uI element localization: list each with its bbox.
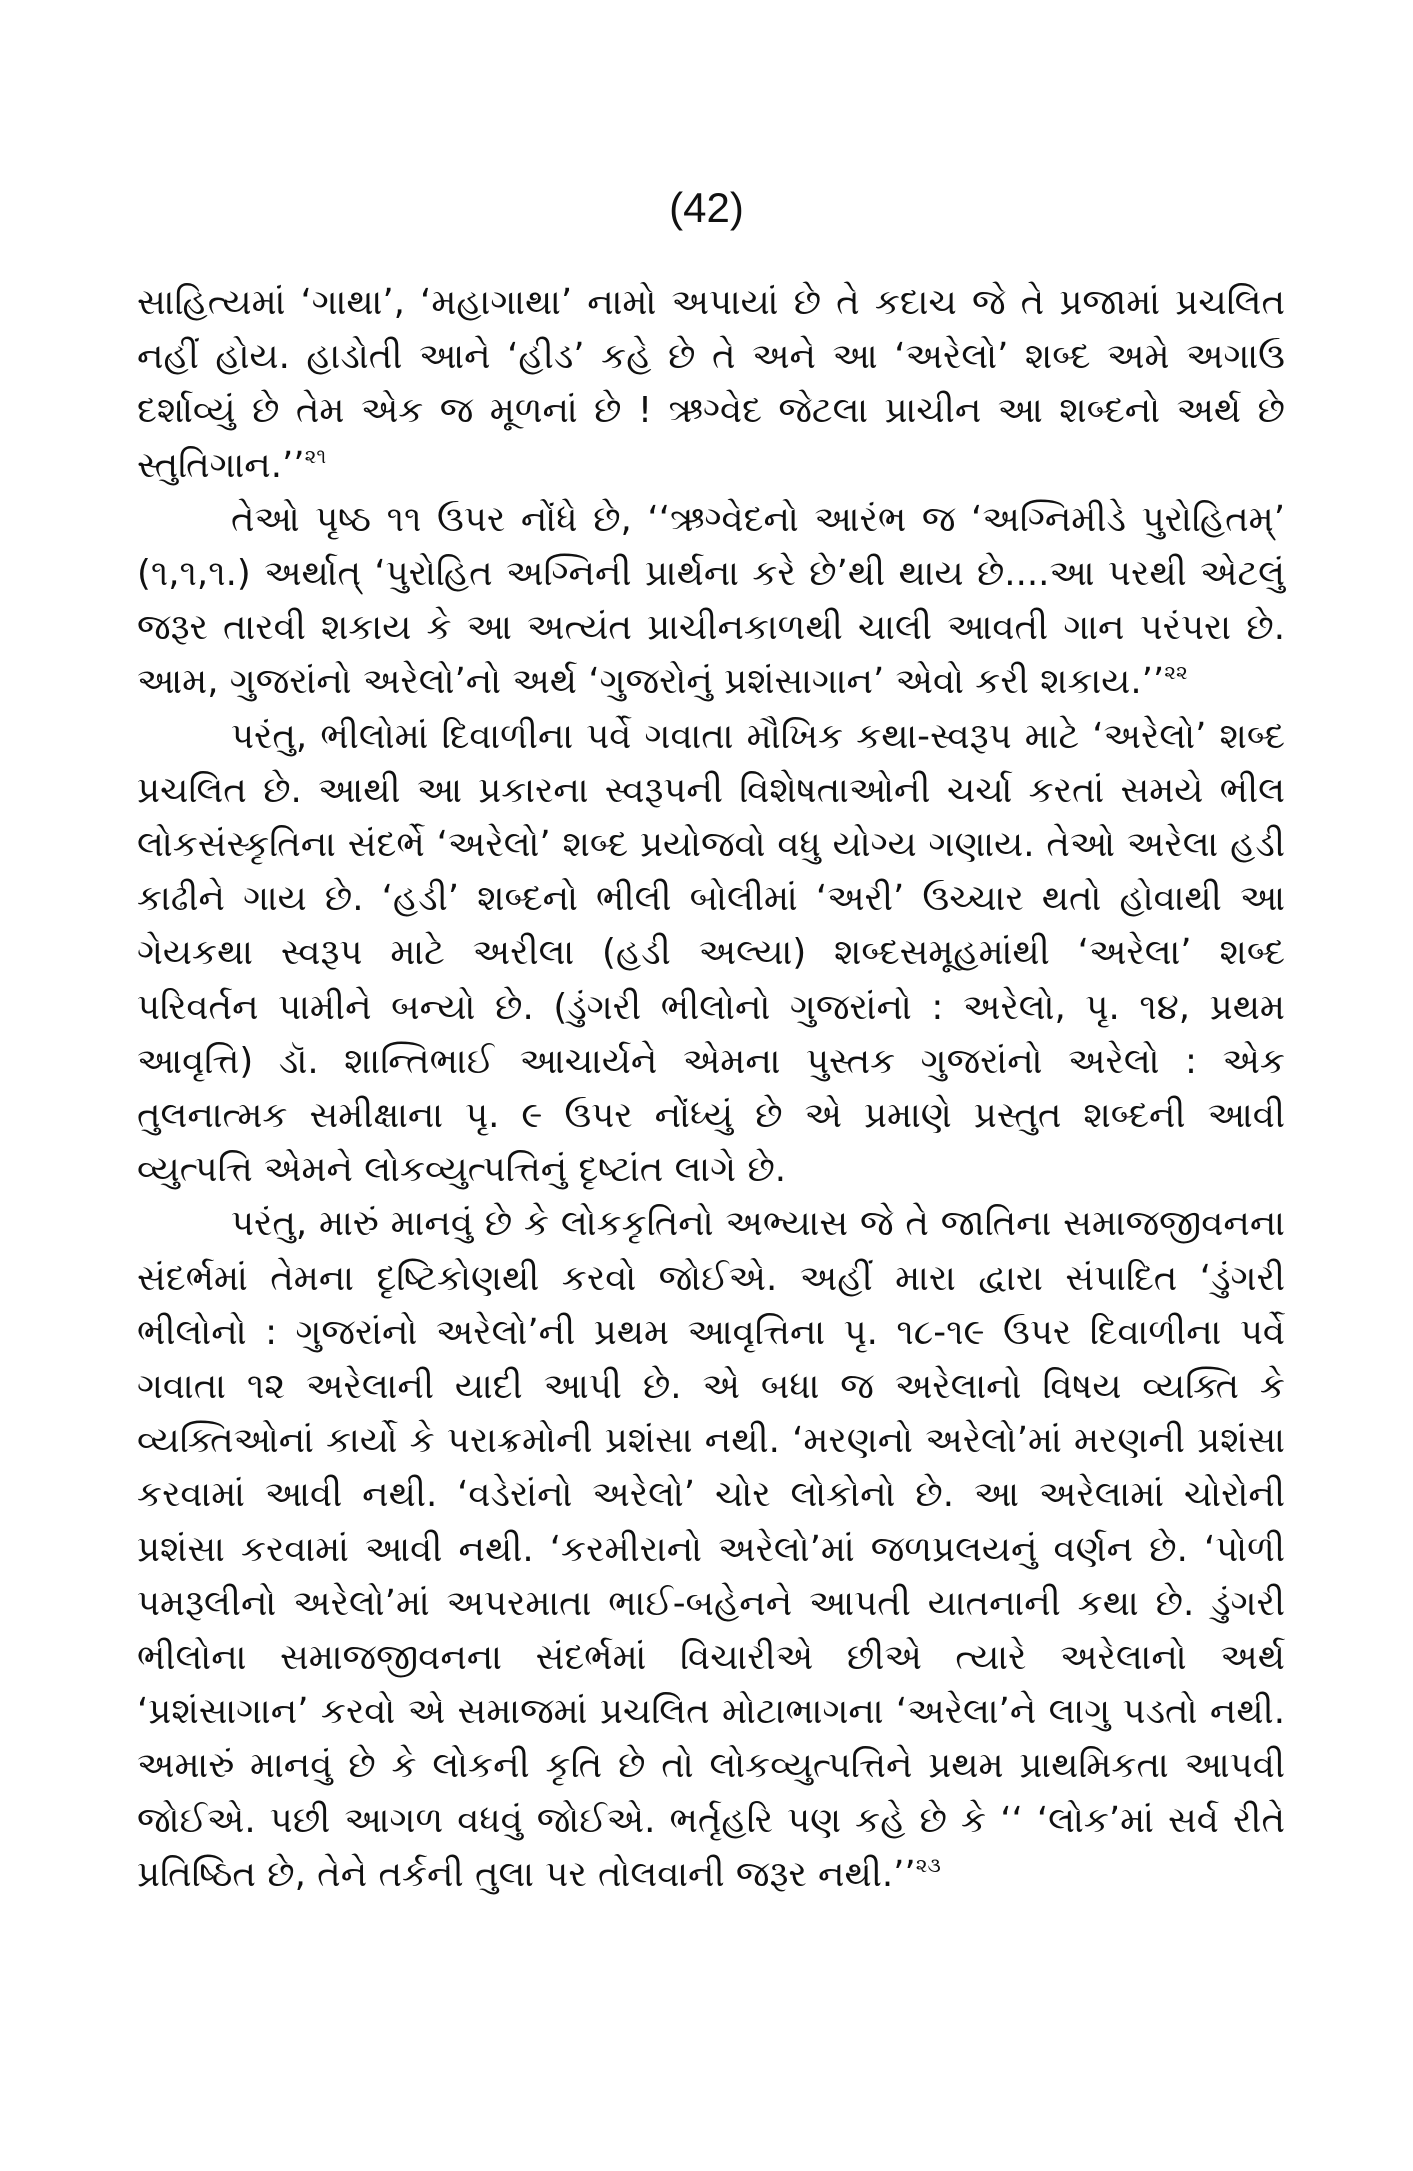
paragraph-3-text: પરંતુ, ભીલોમાં દિવાળીના પર્વે ગવાતા મૌખિક કથા-સ્વરૂપ માટે ‘અરેલો’ શબ્દ પ્રચલિત છે. આથી આ પ્રકારના સ્વરૂપની વિશેષતાઓની ચર્ચા કરતાં સમયે ભીલ લોકસંસ્કૃતિના સંદર્ભે ‘અરેલો’ શબ્દ પ્રયોજવો વધુ યોગ્ય ગણાય. તેઓ અરેલા હડી કાઢીને ગાય છે. ‘હડી’ શબ્દનો ભીલી બોલીમાં ‘અરી’ ઉચ્ચાર થતો હોવાથી આ ગેયકથા સ્વરૂપ માટે અરીલા (હડી અલ્યા) શબ્દસમૂહમાંથી ‘અરેલા’ શબ્દ પરિવર્તન પામીને બન્યો છે. (ડુંગરી ભીલોનો ગુજરાંનો : અરેલો, પૃ. ૧૪, પ્રથમ આવૃત્તિ) ડૉ. શાન્તિભાઈ આચાર્યને એમના પુસ્તક ગુજરાંનો અરેલો : એક તુલનાત્મક સમીક્ષાના પૃ. ૯ ઉપર નોંધ્યું છે એ પ્રમાણે પ્રસ્તુત શબ્દની આવી વ્યુત્પત્તિ એમને લોકવ્યુત્પત્તિનું દૃષ્ટાંત લાગે છે. xyxy=(137,715,1285,1191)
paragraph-2 xyxy=(137,493,1285,710)
paragraph-3 xyxy=(137,710,1285,1198)
paragraph-4 xyxy=(137,1197,1285,1902)
footnote-marker-23: ૨૩ xyxy=(915,1852,941,1877)
page-number: (42) xyxy=(669,184,744,231)
paragraph-1-text: સાહિત્યમાં ‘ગાથા’, ‘મહાગાથા’ નામો અપાયાં છે તે કદાચ જે તે પ્રજામાં પ્રચલિત નહીં હોય. હાડોતી આને ‘હીડ’ કહે છે તે અને આ ‘અરેલો’ શબ્દ અમે અગાઉ દર્શાવ્યું છે તેમ એક જ મૂળનાં છે ! ઋગ્વેદ જેટલા પ્રાચીન આ શબ્દનો અર્થ છે સ્તુતિગાન.’’ xyxy=(137,282,1285,486)
paragraph-2-text: તેઓ પૃષ્ઠ ૧૧ ઉપર નોંધે છે, ‘‘ઋગ્વેદનો આરંભ જ ‘અગ્નિમીડે પુરોહિતમ્’ (૧,૧,૧.) અર્થાત્ ‘પુરોહિત અગ્નિની પ્રાર્થના કરે છે’થી થાય છે....આ પરથી એટલું જરૂર તારવી શકાય કે આ અત્યંત પ્રાચીનકાળથી ચાલી આવતી ગાન પરંપરા છે. આમ, ગુજરાંનો અરેલો’નો અર્થ ‘ગુજરોનું પ્રશંસાગાન’ એવો કરી શકાય.’’ xyxy=(137,498,1285,703)
paragraph-4-text: પરંતુ, મારું માનવું છે કે લોકકૃતિનો અભ્યાસ જે તે જાતિના સમાજજીવનના સંદર્ભમાં તેમના દૃષ્ટિકોણથી કરવો જોઈએ. અહીં મારા દ્વારા સંપાદિત ‘ડુંગરી ભીલોનો : ગુજરાંનો અરેલો’ની પ્રથમ આવૃત્તિના પૃ. ૧૮-૧૯ ઉપર દિવાળીના પર્વે ગવાતા ૧૨ અરેલાની યાદી આપી છે. એ બધા જ અરેલાનો વિષય વ્યક્તિ કે વ્યક્તિઓનાં કાર્યો કે પરાક્રમોની પ્રશંસા નથી. ‘મરણનો અરેલો’માં મરણની પ્રશંસા કરવામાં આવી નથી. ‘વડેરાંનો અરેલો’ ચોર લોકોનો છે. આ અરેલામાં ચોરોની પ્રશંસા કરવામાં આવી નથી. ‘કરમીરાનો અરેલો’માં જળપ્રલયનું વર્ણન છે. ‘પોળી પમરૂલીનો અરેલો’માં અપરમાતા ભાઈ-બહેનને આપતી યાતનાની કથા છે. ડુંગરી ભીલોના સમાજજીવનના સંદર્ભમાં વિચારીએ છીએ ત્યારે અરેલાનો અર્થ ‘પ્રશંસાગાન’ કરવો એ સમાજમાં પ્રચલિત મોટાભાગના ‘અરેલા’ને લાગુ પડતો નથી. અમારું માનવું છે કે લોકની કૃતિ છે તો લોકવ્યુત્પત્તિને પ્રથમ પ્રાથમિકતા આપવી જોઈએ. પછી આગળ વધવું જોઈએ. ભર્તૃહરિ પણ કહે છે કે ‘‘ ‘લોક’માં સર્વ રીતે પ્રતિષ્ઠિત છે, તેને તર્કની તુલા પર તોલવાની જરૂર નથી.’’ xyxy=(137,1203,1285,1895)
footnote-marker-21: ૨૧ xyxy=(304,443,327,468)
body-text xyxy=(137,276,1285,1902)
footnote-marker-22: ૨૨ xyxy=(1164,660,1188,685)
paragraph-1 xyxy=(137,276,1285,493)
